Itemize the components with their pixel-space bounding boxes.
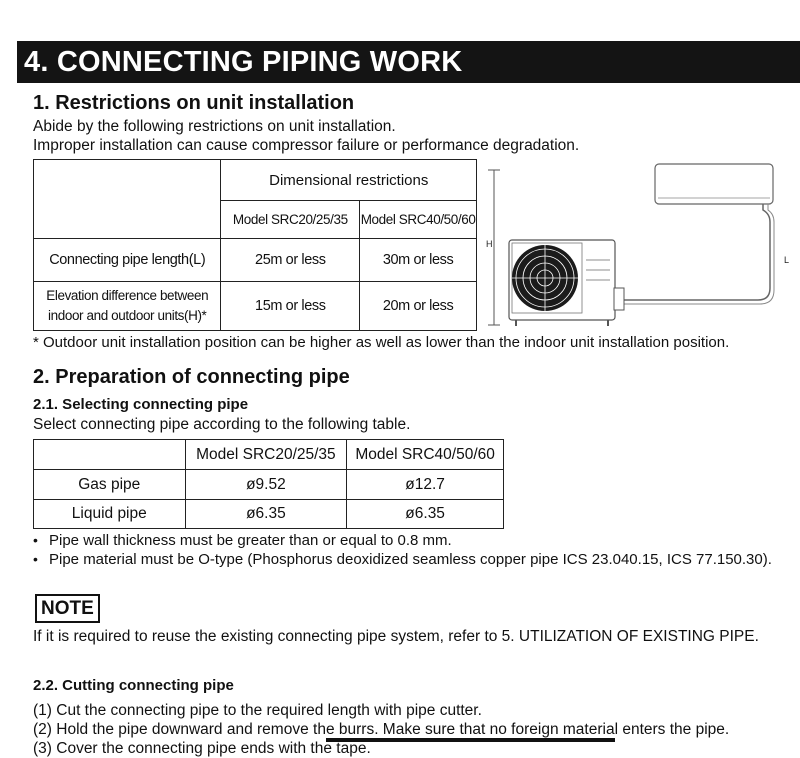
connecting-pipe (620, 204, 770, 300)
section-heading-preparation: 2. Preparation of connecting pipe (33, 366, 350, 388)
table-row-label: Gas pipe (34, 470, 186, 500)
list-item: Pipe wall thickness must be greater than or equal to 0.8 mm. (49, 532, 452, 549)
table-row (34, 282, 477, 331)
table-row (34, 239, 477, 282)
note-label: NOTE (35, 594, 100, 623)
table-column-header: Model SRC20/25/35 (185, 440, 347, 470)
table-cell: ø12.7 (347, 470, 504, 500)
section-heading-restrictions: 1. Restrictions on unit installation (33, 92, 355, 114)
step-text: (2) Hold the pipe downward and remove th (33, 721, 326, 738)
paragraph-line: Improper installation can cause compressor failure or performance degradation. (33, 137, 580, 154)
page-title: 4. CONNECTING PIPING WORK (24, 46, 463, 78)
table-corner-cell (34, 160, 221, 239)
installation-diagram (482, 160, 800, 332)
table-cell: ø6.35 (347, 500, 504, 529)
note-text: If it is required to reuse the existing connecting pipe system, refer to 5. UTILIZATION OF EXISTING PIPE. (33, 628, 759, 645)
table-column-header: Model SRC40/50/60 (360, 201, 477, 239)
table-row-label-line: indoor and outdoor units(H)* (48, 308, 207, 323)
table-row-label (34, 282, 221, 331)
list-item: Pipe material must be O-type (Phosphorus deoxidized seamless copper pipe ICS 23.040.15, ICS 77.150.30). (49, 551, 772, 568)
table-cell: ø6.35 (185, 500, 347, 529)
subsection-heading-cutting: 2.2. Cutting connecting pipe (33, 677, 234, 694)
table-group-header: Dimensional restrictions (221, 160, 477, 201)
length-label: L (784, 255, 790, 265)
subsection-heading-selecting: 2.1. Selecting connecting pipe (33, 396, 249, 413)
step-item: (1) Cut the connecting pipe to the required length with pipe cutter. (33, 702, 482, 719)
table-corner-cell (34, 440, 186, 470)
table-cell: 30m or less (360, 239, 477, 282)
footnote: * Outdoor unit installation position can be higher as well as lower than the indoor unit installation position. (33, 334, 730, 351)
paragraph-line: Abide by the following restrictions on unit installation. (33, 118, 396, 135)
table-row (34, 470, 504, 500)
bullet-icon: • (33, 551, 38, 567)
table-row-label-line: Elevation difference between (46, 288, 209, 303)
table-row (34, 500, 504, 529)
table-cell: ø9.52 (185, 470, 347, 500)
table-row-label: Liquid pipe (34, 500, 186, 529)
table-cell: 20m or less (360, 282, 477, 331)
table-row-label: Connecting pipe length(L) (34, 239, 221, 282)
section-title-bar (17, 41, 800, 83)
table-cell: 15m or less (221, 282, 360, 331)
bullet-icon: • (33, 532, 38, 548)
restrictions-table (33, 159, 477, 331)
pipe-size-table (33, 439, 504, 529)
step-item: (3) Cover the connecting pipe ends with the tape. (33, 740, 371, 757)
height-label: H (486, 239, 493, 249)
step-item (33, 720, 729, 739)
paragraph-line: Select connecting pipe according to the following table. (33, 416, 411, 433)
table-cell: 25m or less (221, 239, 360, 282)
service-valve (614, 288, 624, 310)
step-text-underlined: e burrs. Make sure that no foreign materia (326, 721, 615, 742)
table-column-header: Model SRC40/50/60 (347, 440, 504, 470)
table-column-header: Model SRC20/25/35 (221, 201, 360, 239)
step-text: l enters the pipe. (614, 721, 730, 738)
